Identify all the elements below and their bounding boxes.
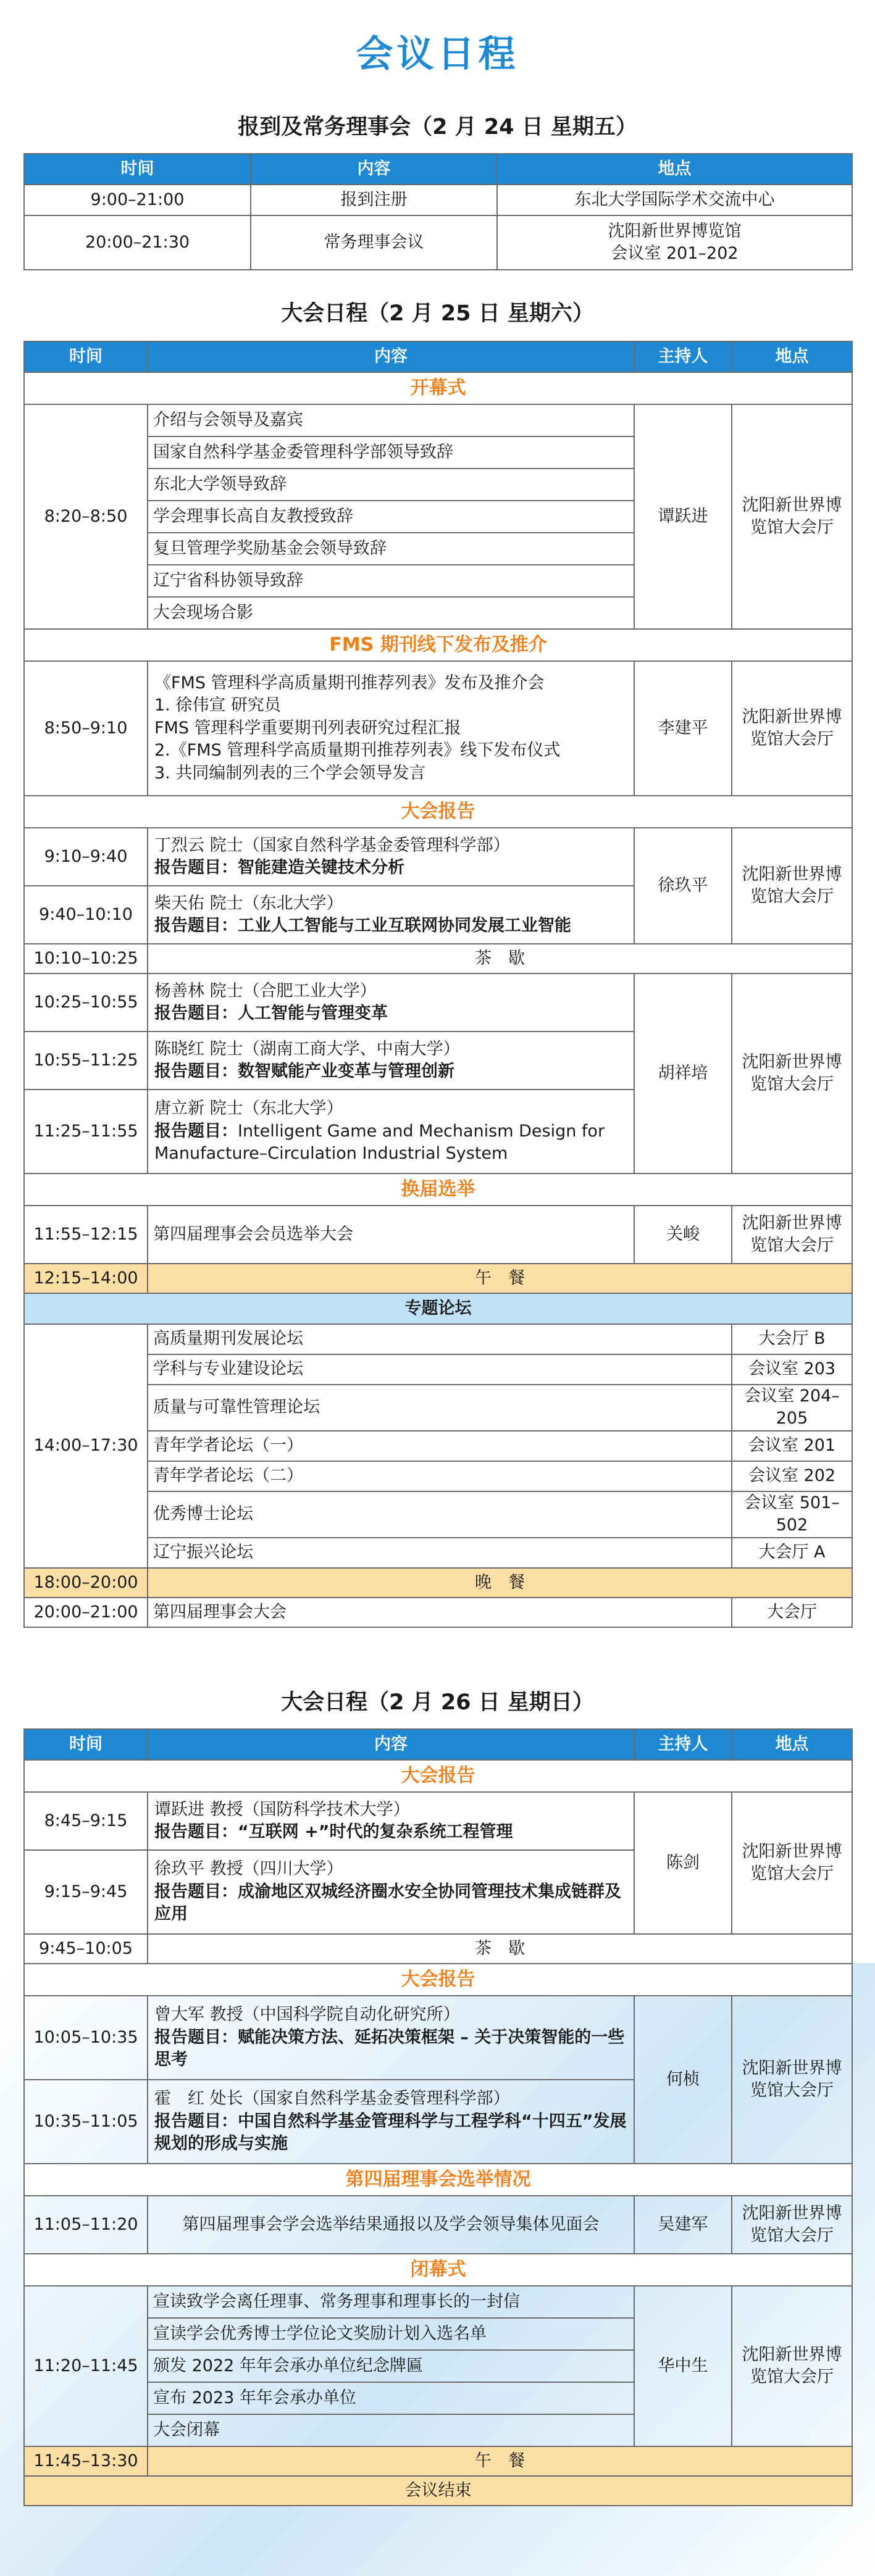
row-content: 常务理事会议: [251, 215, 497, 270]
talk-cell: [148, 886, 634, 944]
row-host: 胡祥培: [634, 973, 732, 1173]
section-label-opening: 开幕式: [24, 372, 852, 404]
row-time: 9:40–10:10: [24, 886, 148, 944]
row-time: 9:10–9:40: [24, 828, 148, 886]
talk-topic: 中国自然科学基金管理科学与工程学科“十四五”发展规划的形成与实施: [154, 2111, 627, 2154]
row-place: 东北大学国际学术交流中心: [497, 185, 852, 215]
conference-end: 会议结束: [24, 2476, 852, 2506]
row-content: 第四届理事会会员选举大会: [148, 1206, 634, 1264]
list-item: 宣读学会优秀博士学位论文奖励计划入选名单: [148, 2318, 634, 2350]
table-row: [24, 185, 852, 215]
row-host: 李建平: [634, 661, 732, 796]
forum-name: 学科与专业建设论坛: [148, 1354, 732, 1385]
row-place: 沈阳新世界博览馆大会厅: [732, 404, 852, 629]
section-label-election: 换届选举: [24, 1173, 852, 1206]
day1-heading: 报到及常务理事会（2 月 24 日 星期五）: [238, 115, 637, 140]
section-label-report: 大会报告: [24, 1760, 852, 1792]
forum-room: 大会厅 A: [732, 1538, 852, 1568]
row-host: 华中生: [634, 2286, 732, 2446]
row-host: 徐玖平: [634, 828, 732, 944]
row-time: 9:15–9:45: [24, 1850, 148, 1934]
row-time: 9:00–21:00: [24, 185, 251, 215]
header-content: 内容: [251, 154, 497, 185]
list-item: 颁发 2022 年年会承办单位纪念牌匾: [148, 2350, 634, 2382]
day1-table: [23, 153, 853, 270]
table-header-row: [24, 341, 852, 372]
topic-label: 报告题目：: [154, 1882, 238, 1901]
row-time: 20:00–21:00: [24, 1598, 148, 1627]
row-time: 8:20–8:50: [24, 404, 148, 629]
row-place: 沈阳新世界博览馆大会厅: [732, 1206, 852, 1264]
section-label-election: 第四届理事会选举情况: [24, 2164, 852, 2196]
header-content: 内容: [148, 341, 634, 372]
talk-speaker: 徐玖平 教授（四川大学）: [154, 1859, 343, 1879]
row-time: 10:35–11:05: [24, 2080, 148, 2164]
row-time: 11:20–11:45: [24, 2286, 148, 2446]
row-place: 大会厅: [732, 1598, 852, 1627]
forum-name: 高质量期刊发展论坛: [148, 1324, 732, 1354]
forum-room: 会议室 202: [732, 1461, 852, 1491]
talk-topic: 工业人工智能与工业互联网协同发展工业智能: [238, 916, 571, 935]
day3-heading: 大会日程（2 月 26 日 星期日）: [281, 1690, 594, 1715]
row-host: 吴建军: [634, 2196, 732, 2254]
talk-speaker: 陈晓红 院士（湖南工商大学、中南大学）: [154, 1039, 460, 1059]
forum-room: 会议室 204–205: [732, 1385, 852, 1431]
forum-name: 青年学者论坛（二）: [148, 1461, 732, 1491]
row-time: 8:50–9:10: [24, 661, 148, 796]
row-place: 沈阳新世界博览馆大会厅: [732, 1996, 852, 2164]
place-line: 沈阳新世界博览馆: [608, 221, 742, 241]
row-host: 谭跃进: [634, 404, 732, 629]
forum-name: 质量与可靠性管理论坛: [148, 1385, 732, 1431]
talk-topic: 赋能决策方法、延拓决策框架 – 关于决策智能的一些思考: [154, 2027, 625, 2070]
talk-cell: [148, 1032, 634, 1090]
talk-speaker: 柴天佑 院士（东北大学）: [154, 893, 343, 913]
list-item: 东北大学领导致辞: [148, 469, 634, 501]
header-host: 主持人: [634, 1729, 732, 1760]
row-time: 11:45–13:30: [24, 2446, 148, 2476]
place-line: 会议室 201–202: [611, 244, 739, 263]
fms-line: 《FMS 管理科学高质量期刊推荐列表》发布及推介会: [154, 673, 545, 693]
row-time: 10:55–11:25: [24, 1032, 148, 1090]
talk-cell: [148, 1090, 634, 1173]
topic-label: 报告题目：: [154, 1121, 238, 1141]
row-time: 10:25–10:55: [24, 973, 148, 1032]
talk-topic: 成渝地区双城经济圈水安全协同管理技术集成链群及应用: [154, 1882, 621, 1924]
day3-table: [23, 1728, 853, 2506]
header-time: 时间: [24, 341, 148, 372]
list-item: 大会闭幕: [148, 2414, 634, 2446]
fms-line: 3. 共同编制列表的三个学会领导发言: [154, 763, 426, 783]
row-time: 18:00–20:00: [24, 1568, 148, 1598]
row-host: 何桢: [634, 1996, 732, 2164]
fms-content: [148, 661, 634, 796]
day2-heading: 大会日程（2 月 25 日 星期六）: [281, 301, 594, 326]
table-header-row: [24, 154, 852, 185]
forum-room: 会议室 203: [732, 1354, 852, 1385]
row-time: 10:05–10:35: [24, 1996, 148, 2080]
talk-cell: [148, 1792, 634, 1850]
talk-topic: 人工智能与管理变革: [238, 1004, 388, 1023]
row-time: 8:45–9:15: [24, 1792, 148, 1850]
header-time: 时间: [24, 154, 251, 185]
talk-cell: [148, 1996, 634, 2080]
topic-label: 报告题目：: [154, 1004, 238, 1023]
list-item: 国家自然科学基金委管理科学部领导致辞: [148, 436, 634, 469]
day2-table: [23, 341, 853, 1628]
row-content: 第四届理事会学会选举结果通报以及学会领导集体见面会: [148, 2196, 634, 2254]
row-place: 沈阳新世界博览馆大会厅: [732, 2286, 852, 2446]
forum-room: 会议室 501–502: [732, 1491, 852, 1538]
header-place: 地点: [732, 1729, 852, 1760]
tea-break: 茶 歇: [148, 944, 852, 973]
talk-cell: [148, 973, 634, 1032]
talk-topic: 数智赋能产业变革与管理创新: [238, 1062, 454, 1081]
talk-speaker: 唐立新 院士（东北大学）: [154, 1099, 343, 1119]
list-item: 宣读致学会离任理事、常务理事和理事长的一封信: [148, 2286, 634, 2318]
row-host: 陈剑: [634, 1792, 732, 1934]
forum-name: 优秀博士论坛: [148, 1491, 732, 1538]
talk-topic: Intelligent Game and Mechanism Design for Manufacture–Circulation Industrial System: [154, 1121, 605, 1164]
tea-break: 茶 歇: [148, 1934, 852, 1964]
fms-line: FMS 管理科学重要期刊列表研究过程汇报: [154, 718, 461, 738]
talk-topic: “互联网 +”时代的复杂系统工程管理: [238, 1822, 513, 1841]
talk-speaker: 杨善林 院士（合肥工业大学）: [154, 981, 377, 1001]
row-time: 11:25–11:55: [24, 1090, 148, 1173]
row-place: 沈阳新世界博览馆大会厅: [732, 1792, 852, 1934]
header-time: 时间: [24, 1729, 148, 1760]
talk-cell: [148, 828, 634, 886]
topic-label: 报告题目：: [154, 1822, 238, 1841]
row-content: 第四届理事会大会: [148, 1598, 732, 1627]
header-place: 地点: [732, 341, 852, 372]
forum-room: 大会厅 B: [732, 1324, 852, 1354]
section-label-report: 大会报告: [24, 1964, 852, 1996]
talk-topic: 智能建造关键技术分析: [238, 858, 404, 877]
page-title: 会议日程: [356, 33, 519, 76]
talk-cell: [148, 1850, 634, 1934]
talk-speaker: 谭跃进 教授（国防科学技术大学）: [154, 1799, 410, 1819]
row-place: 沈阳新世界博览馆大会厅: [732, 2196, 852, 2254]
topic-label: 报告题目：: [154, 2027, 238, 2047]
list-item: 介绍与会领导及嘉宾: [148, 404, 634, 436]
fms-line: 2.《FMS 管理科学高质量期刊推荐列表》线下发布仪式: [154, 741, 561, 761]
topic-label: 报告题目：: [154, 1062, 238, 1081]
talk-speaker: 霍 红 处长（国家自然科学基金委管理科学部）: [154, 2089, 510, 2109]
lunch-label: 午 餐: [148, 1264, 852, 1293]
row-time: 10:10–10:25: [24, 944, 148, 973]
lunch-label: 午 餐: [148, 2446, 852, 2476]
row-time: 14:00–17:30: [24, 1324, 148, 1568]
list-item: 大会现场合影: [148, 597, 634, 629]
topic-label: 报告题目：: [154, 2111, 238, 2131]
forum-name: 辽宁振兴论坛: [148, 1538, 732, 1568]
row-time: 11:05–11:20: [24, 2196, 148, 2254]
header-content: 内容: [148, 1729, 634, 1760]
list-item: 复旦管理学奖励基金会领导致辞: [148, 533, 634, 565]
row-place: [497, 215, 852, 270]
talk-speaker: 丁烈云 院士（国家自然科学基金委管理科学部）: [154, 835, 510, 855]
forum-name: 青年学者论坛（一）: [148, 1431, 732, 1461]
talk-cell: [148, 2080, 634, 2164]
section-label-report: 大会报告: [24, 796, 852, 828]
row-place: 沈阳新世界博览馆大会厅: [732, 973, 852, 1173]
talk-speaker: 曾大军 教授（中国科学院自动化研究所）: [154, 2005, 460, 2025]
list-item: 辽宁省科协领导致辞: [148, 565, 634, 597]
row-time: 12:15–14:00: [24, 1264, 148, 1293]
row-time: 9:45–10:05: [24, 1934, 148, 1964]
row-time: 20:00–21:30: [24, 215, 251, 270]
row-place: 沈阳新世界博览馆大会厅: [732, 828, 852, 944]
section-label-closing: 闭幕式: [24, 2254, 852, 2286]
row-content: 报到注册: [251, 185, 497, 215]
header-place: 地点: [497, 154, 852, 185]
section-label-fms: FMS 期刊线下发布及推介: [24, 629, 852, 661]
fms-line: 1. 徐伟宣 研究员: [154, 696, 281, 715]
topic-label: 报告题目：: [154, 858, 238, 877]
table-row: [24, 215, 852, 270]
table-header-row: [24, 1729, 852, 1760]
forum-room: 会议室 201: [732, 1431, 852, 1461]
row-time: 11:55–12:15: [24, 1206, 148, 1264]
row-place: 沈阳新世界博览馆大会厅: [732, 661, 852, 796]
header-host: 主持人: [634, 341, 732, 372]
list-item: 学会理事长高自友教授致辞: [148, 501, 634, 533]
row-host: 关峻: [634, 1206, 732, 1264]
list-item: 宣布 2023 年年会承办单位: [148, 2382, 634, 2414]
section-label-forum: 专题论坛: [24, 1293, 852, 1324]
topic-label: 报告题目：: [154, 916, 238, 935]
dinner-label: 晚 餐: [148, 1568, 852, 1598]
